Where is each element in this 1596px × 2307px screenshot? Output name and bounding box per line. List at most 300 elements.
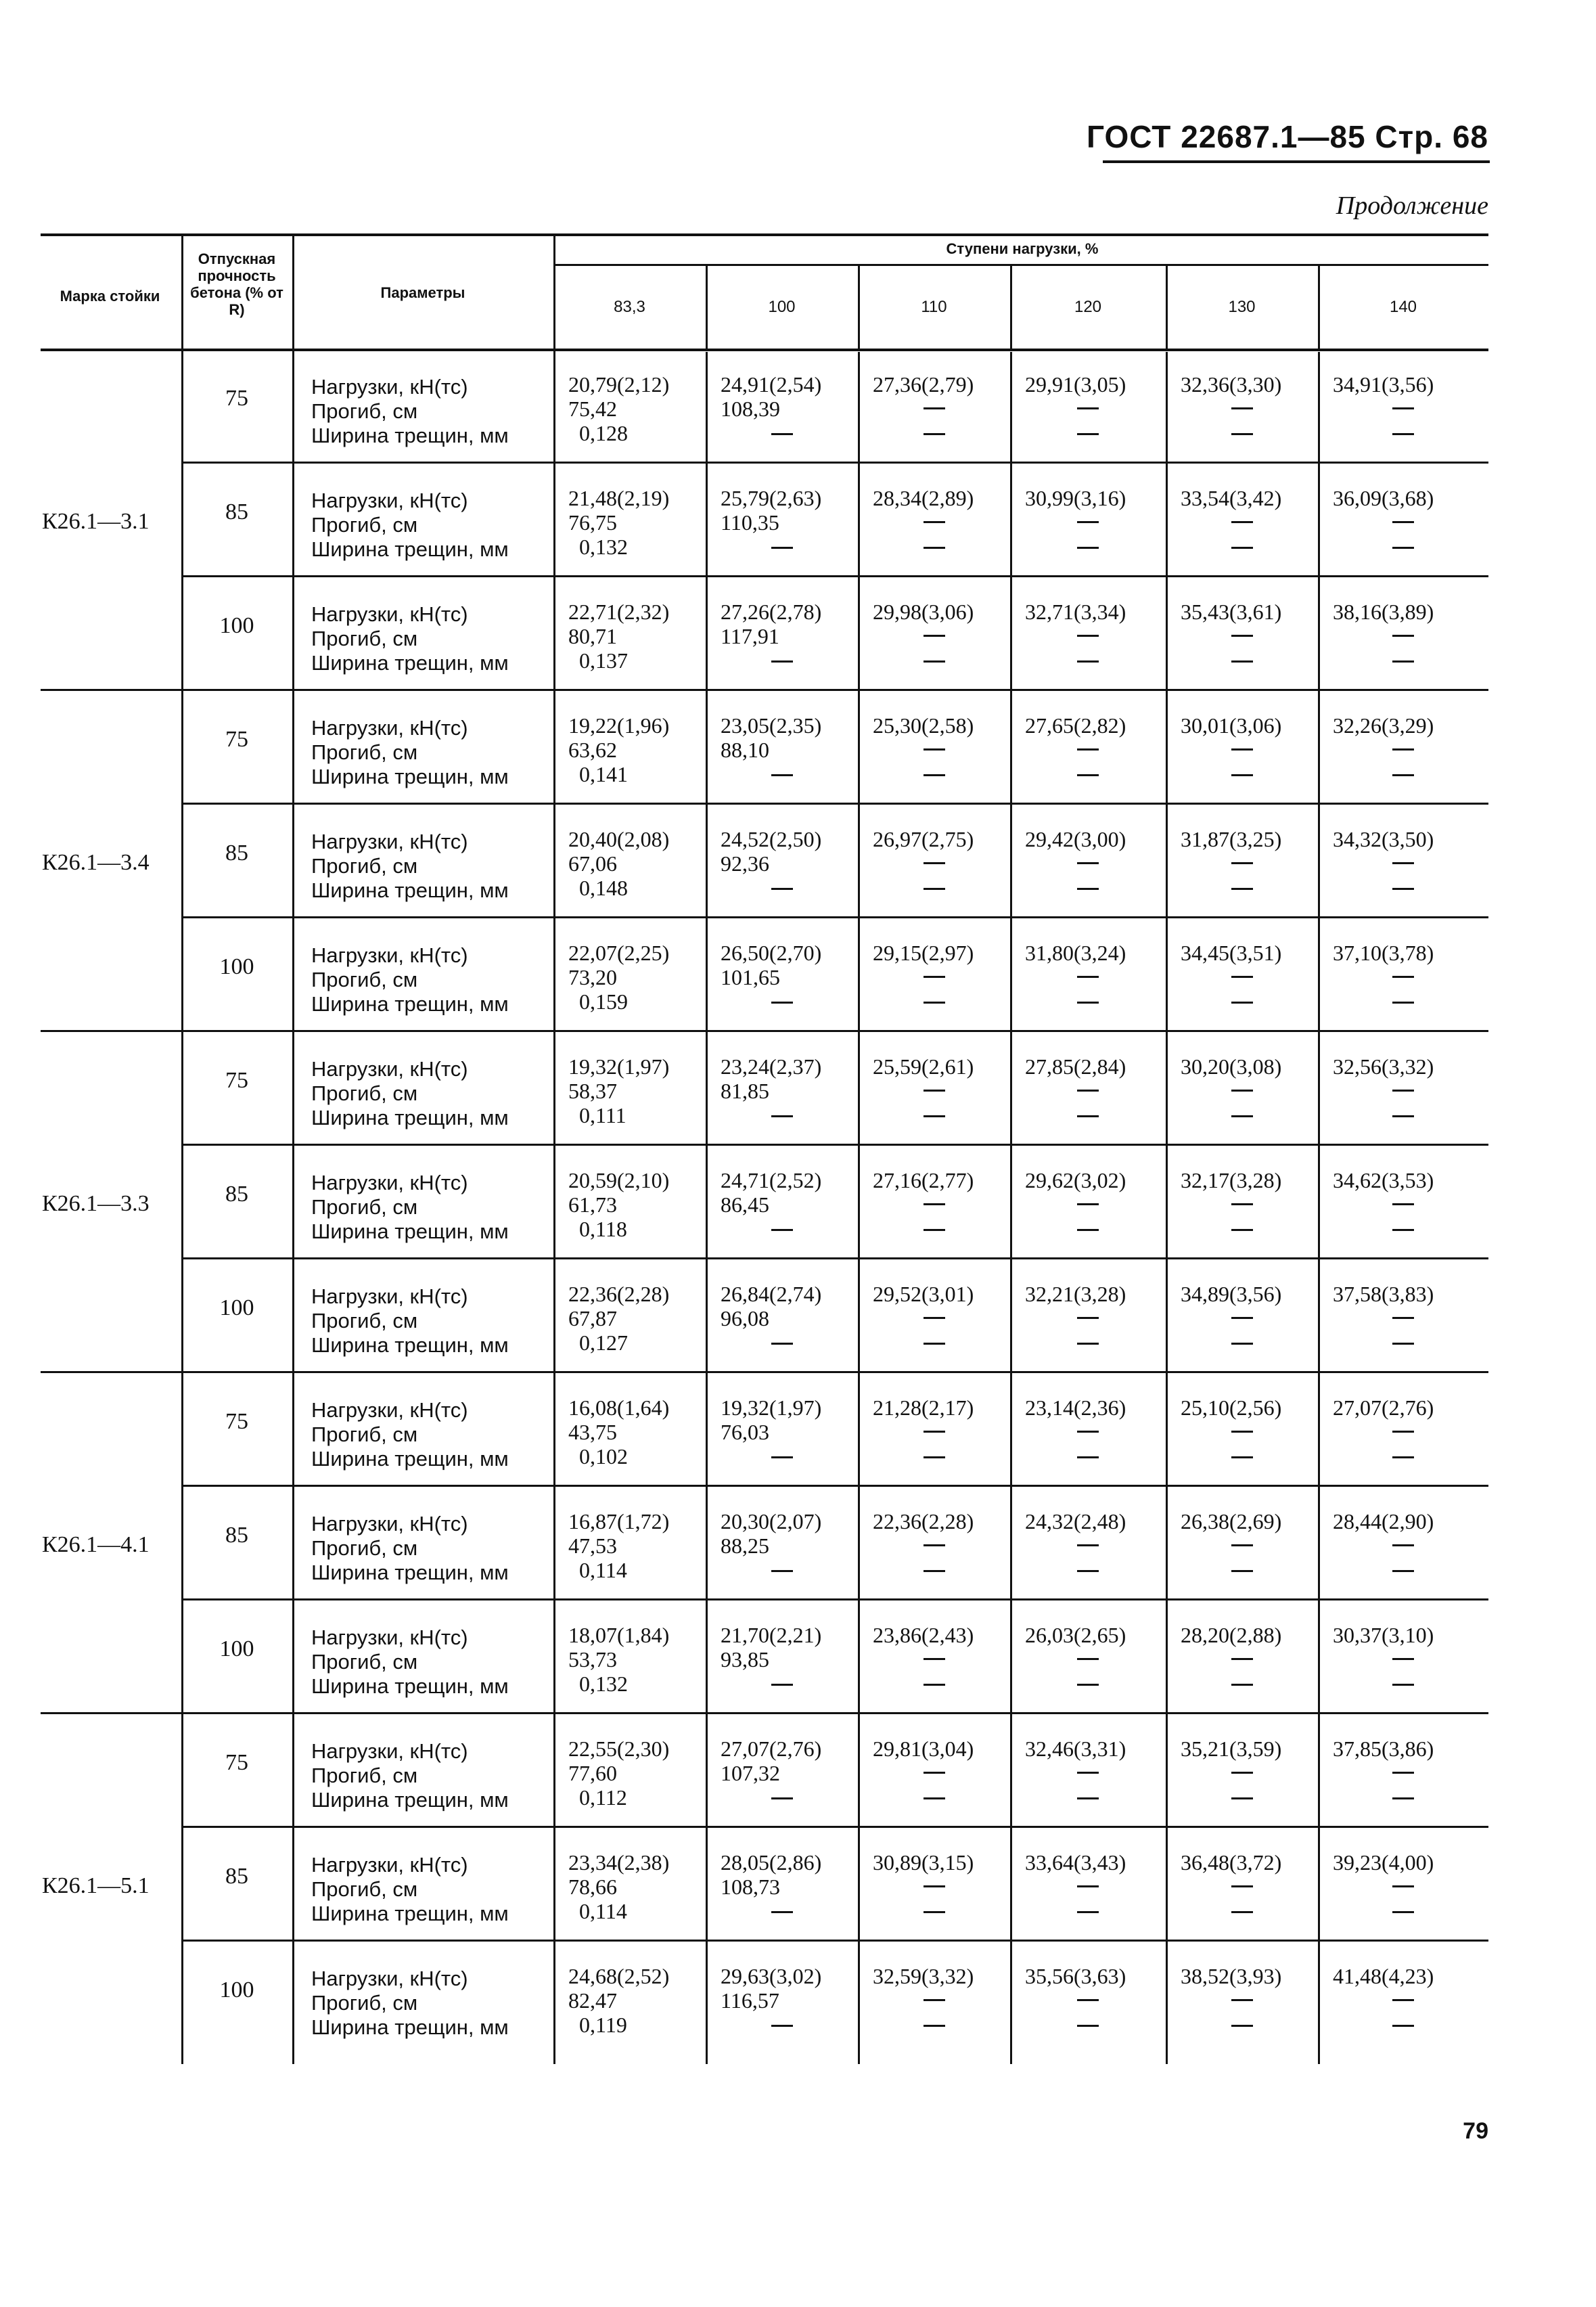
empty-dash [1318, 1203, 1488, 1205]
empty-dash [1166, 1317, 1318, 1319]
load-value: 30,20(3,08) [1181, 1054, 1282, 1079]
param-label: Прогиб, см [311, 1650, 418, 1674]
param-label: Прогиб, см [311, 740, 418, 764]
load-value: 36,48(3,72) [1181, 1850, 1282, 1875]
param-label: Ширина трещин, мм [311, 537, 509, 561]
strength-value: 85 [225, 841, 248, 866]
strength-value: 85 [225, 1523, 248, 1548]
empty-dash [858, 635, 1010, 637]
load-value: 32,21(3,28) [1025, 1282, 1126, 1306]
load-value: 28,20(2,88) [1181, 1623, 1282, 1647]
crack-value: 0,112 [579, 1785, 627, 1810]
strength-value: 85 [225, 499, 248, 524]
crack-value: 0,127 [579, 1330, 628, 1355]
load-value: 36,09(3,68) [1333, 486, 1434, 510]
empty-dash [1166, 547, 1318, 549]
empty-dash [1318, 1002, 1488, 1004]
param-label: Нагрузки, кН(тс) [311, 716, 468, 740]
load-value: 32,71(3,34) [1025, 600, 1126, 624]
param-label: Ширина трещин, мм [311, 1674, 509, 1698]
param-label: Прогиб, см [311, 854, 418, 878]
strength-value: 75 [225, 1750, 248, 1775]
load-value: 30,89(3,15) [873, 1850, 974, 1875]
load-value: 18,07(1,84) [568, 1623, 670, 1647]
load-value: 37,85(3,86) [1333, 1737, 1434, 1761]
row-separator [181, 1712, 1488, 1714]
empty-dash [858, 547, 1010, 549]
load-value: 29,98(3,06) [873, 600, 974, 624]
empty-dash [1318, 748, 1488, 751]
load-value: 25,59(2,61) [873, 1054, 974, 1079]
empty-dash [858, 1911, 1010, 1913]
crack-value: 0,118 [579, 1217, 627, 1241]
empty-dash [1166, 1885, 1318, 1887]
param-label: Ширина трещин, мм [311, 1333, 509, 1357]
deflection-value: 58,37 [568, 1079, 617, 1103]
load-value: 37,10(3,78) [1333, 941, 1434, 965]
empty-dash [1166, 774, 1318, 776]
row-separator [181, 916, 1488, 918]
strength-value: 85 [225, 1182, 248, 1207]
document-header: ГОСТ 22687.1—85 Стр. 68 [1086, 119, 1488, 154]
mark-label: К26.1—5.1 [42, 1873, 150, 1898]
group-separator [41, 1712, 181, 1714]
empty-dash [1010, 888, 1166, 890]
empty-dash [1166, 976, 1318, 978]
column-divider [553, 233, 555, 2064]
load-value: 32,17(3,28) [1181, 1168, 1282, 1192]
param-label: Нагрузки, кН(тс) [311, 1739, 468, 1763]
mark-label: К26.1—3.3 [42, 1191, 150, 1216]
crack-value: 0,128 [579, 421, 628, 445]
param-label: Прогиб, см [311, 1536, 418, 1560]
load-value: 22,36(2,28) [873, 1509, 974, 1533]
crack-value: 0,132 [579, 535, 628, 559]
load-value: 27,85(2,84) [1025, 1054, 1126, 1079]
crack-value: 0,137 [579, 648, 628, 673]
empty-dash [1166, 1684, 1318, 1686]
row-separator [181, 1826, 1488, 1828]
param-label: Нагрузки, кН(тс) [311, 1512, 468, 1536]
strength-column-header: Отпускная прочность бетона (% от R) [190, 250, 283, 318]
empty-dash [1010, 433, 1166, 435]
param-label: Ширина трещин, мм [311, 992, 509, 1016]
mark-label: К26.1—3.4 [42, 850, 150, 875]
load-value: 24,91(2,54) [721, 372, 822, 397]
deflection-value: 101,65 [721, 965, 780, 989]
load-value: 31,87(3,25) [1181, 827, 1282, 851]
empty-dash [1318, 1456, 1488, 1458]
group-separator [41, 1371, 181, 1373]
crack-value: 0,141 [579, 762, 628, 786]
header-bottom-rule [41, 349, 1488, 351]
step-header-4: 130 [1228, 298, 1256, 316]
load-value: 23,34(2,38) [568, 1850, 670, 1875]
load-value: 20,30(2,07) [721, 1509, 822, 1533]
crack-value: 0,159 [579, 989, 628, 1014]
deflection-value: 107,32 [721, 1761, 780, 1785]
load-value: 32,56(3,32) [1333, 1054, 1434, 1079]
step-divider [1318, 352, 1320, 2064]
param-label: Прогиб, см [311, 513, 418, 537]
load-value: 35,21(3,59) [1181, 1737, 1282, 1761]
load-value: 26,84(2,74) [721, 1282, 822, 1306]
param-label: Прогиб, см [311, 1423, 418, 1446]
empty-dash [858, 774, 1010, 776]
strength-value: 75 [225, 386, 248, 411]
load-value: 20,59(2,10) [568, 1168, 670, 1192]
empty-dash [858, 1115, 1010, 1117]
crack-value: 0,119 [579, 2013, 627, 2037]
load-value: 20,79(2,12) [568, 372, 670, 397]
load-value: 37,58(3,83) [1333, 1282, 1434, 1306]
load-value: 38,16(3,89) [1333, 600, 1434, 624]
empty-dash [858, 407, 1010, 409]
load-value: 30,37(3,10) [1333, 1623, 1434, 1647]
deflection-value: 108,39 [721, 397, 780, 421]
empty-dash [706, 2025, 858, 2027]
empty-dash [1166, 1797, 1318, 1799]
deflection-value: 67,06 [568, 851, 617, 876]
load-value: 20,40(2,08) [568, 827, 670, 851]
param-label: Прогиб, см [311, 1195, 418, 1219]
load-value: 23,14(2,36) [1025, 1395, 1126, 1420]
empty-dash [1166, 1570, 1318, 1572]
load-value: 35,56(3,63) [1025, 1964, 1126, 1988]
load-value: 33,54(3,42) [1181, 486, 1282, 510]
param-label: Ширина трещин, мм [311, 878, 509, 902]
load-value: 30,01(3,06) [1181, 713, 1282, 738]
empty-dash [1166, 1456, 1318, 1458]
deflection-value: 80,71 [568, 624, 617, 648]
empty-dash [706, 433, 858, 435]
empty-dash [706, 1911, 858, 1913]
param-label: Нагрузки, кН(тс) [311, 830, 468, 853]
param-label: Нагрузки, кН(тс) [311, 1284, 468, 1308]
load-value: 23,86(2,43) [873, 1623, 974, 1647]
empty-dash [1318, 521, 1488, 523]
empty-dash [1318, 1115, 1488, 1117]
step-header-5: 140 [1389, 298, 1417, 316]
params-column-header: Параметры [380, 284, 465, 301]
param-label: Ширина трещин, мм [311, 1902, 509, 1925]
empty-dash [1166, 1229, 1318, 1231]
empty-dash [1318, 1544, 1488, 1546]
row-separator [181, 1598, 1488, 1600]
empty-dash [706, 774, 858, 776]
load-value: 41,48(4,23) [1333, 1964, 1434, 1988]
empty-dash [1010, 660, 1166, 663]
empty-dash [1010, 2025, 1166, 2027]
row-separator [181, 462, 1488, 464]
load-value: 29,63(3,02) [721, 1964, 822, 1988]
param-label: Нагрузки, кН(тс) [311, 375, 468, 399]
load-value: 29,15(2,97) [873, 941, 974, 965]
load-value: 28,34(2,89) [873, 486, 974, 510]
empty-dash [1010, 976, 1166, 978]
empty-dash [1318, 407, 1488, 409]
empty-dash [1166, 1343, 1318, 1345]
empty-dash [1318, 1911, 1488, 1913]
crack-value: 0,114 [579, 1899, 627, 1923]
strength-value: 75 [225, 1068, 248, 1093]
load-value: 39,23(4,00) [1333, 1850, 1434, 1875]
param-label: Прогиб, см [311, 1764, 418, 1787]
load-value: 24,71(2,52) [721, 1168, 822, 1192]
empty-dash [1166, 1203, 1318, 1205]
empty-dash [1010, 1544, 1166, 1546]
strength-value: 100 [219, 1977, 254, 2002]
empty-dash [706, 1115, 858, 1117]
empty-dash [858, 433, 1010, 435]
load-value: 34,89(3,56) [1181, 1282, 1282, 1306]
param-label: Ширина трещин, мм [311, 424, 509, 447]
deflection-value: 77,60 [568, 1761, 617, 1785]
empty-dash [1318, 433, 1488, 435]
empty-dash [858, 1772, 1010, 1774]
deflection-value: 110,35 [721, 510, 779, 535]
strength-value: 75 [225, 1409, 248, 1434]
row-separator [181, 1940, 1488, 1942]
load-value: 22,55(2,30) [568, 1737, 670, 1761]
empty-dash [1166, 1999, 1318, 2001]
load-value: 24,52(2,50) [721, 827, 822, 851]
load-value: 26,03(2,65) [1025, 1623, 1126, 1647]
empty-dash [1010, 635, 1166, 637]
param-label: Нагрузки, кН(тс) [311, 1967, 468, 1990]
param-label: Прогиб, см [311, 968, 418, 991]
deflection-value: 78,66 [568, 1875, 617, 1899]
param-label: Ширина трещин, мм [311, 651, 509, 675]
load-value: 31,80(3,24) [1025, 941, 1126, 965]
empty-dash [1010, 1431, 1166, 1433]
empty-dash [858, 521, 1010, 523]
empty-dash [1166, 1090, 1318, 1092]
load-value: 27,36(2,79) [873, 372, 974, 397]
row-separator [181, 575, 1488, 577]
empty-dash [858, 862, 1010, 864]
empty-dash [858, 1343, 1010, 1345]
row-separator [181, 1144, 1488, 1146]
param-label: Нагрузки, кН(тс) [311, 1626, 468, 1649]
empty-dash [706, 888, 858, 890]
page-number: 79 [1463, 2118, 1488, 2144]
empty-dash [858, 748, 1010, 751]
empty-dash [1318, 1431, 1488, 1433]
param-label: Нагрузки, кН(тс) [311, 1398, 468, 1422]
deflection-value: 81,85 [721, 1079, 769, 1103]
strength-value: 100 [219, 1295, 254, 1320]
empty-dash [1010, 1456, 1166, 1458]
param-label: Ширина трещин, мм [311, 1219, 509, 1243]
load-value: 29,52(3,01) [873, 1282, 974, 1306]
mark-label: К26.1—4.1 [42, 1532, 150, 1557]
empty-dash [858, 1885, 1010, 1887]
empty-dash [1318, 1885, 1488, 1887]
empty-dash [1010, 1343, 1166, 1345]
empty-dash [1166, 407, 1318, 409]
param-label: Нагрузки, кН(тс) [311, 1171, 468, 1194]
load-value: 35,43(3,61) [1181, 600, 1282, 624]
empty-dash [1166, 1772, 1318, 1774]
strength-value: 100 [219, 954, 254, 979]
deflection-value: 76,03 [721, 1420, 769, 1444]
strength-value: 100 [219, 1636, 254, 1661]
load-value: 34,91(3,56) [1333, 372, 1434, 397]
load-value: 34,45(3,51) [1181, 941, 1282, 965]
column-divider [292, 233, 294, 2064]
empty-dash [1166, 1115, 1318, 1117]
empty-dash [1318, 1090, 1488, 1092]
empty-dash [1318, 862, 1488, 864]
load-value: 30,99(3,16) [1025, 486, 1126, 510]
load-value: 16,08(1,64) [568, 1395, 670, 1420]
param-label: Ширина трещин, мм [311, 1447, 509, 1471]
row-separator [181, 1030, 1488, 1032]
empty-dash [858, 1317, 1010, 1319]
load-value: 27,65(2,82) [1025, 713, 1126, 738]
load-value: 19,32(1,97) [568, 1054, 670, 1079]
deflection-value: 61,73 [568, 1192, 617, 1217]
param-label: Нагрузки, кН(тс) [311, 602, 468, 626]
crack-value: 0,132 [579, 1672, 628, 1696]
param-label: Ширина трещин, мм [311, 765, 509, 788]
empty-dash [706, 1797, 858, 1799]
load-value: 27,26(2,78) [721, 600, 822, 624]
empty-dash [1010, 1317, 1166, 1319]
row-separator [181, 1371, 1488, 1373]
empty-dash [1166, 1911, 1318, 1913]
empty-dash [1010, 1203, 1166, 1205]
empty-dash [1010, 547, 1166, 549]
deflection-value: 108,73 [721, 1875, 780, 1899]
empty-dash [1166, 521, 1318, 523]
row-separator [181, 689, 1488, 691]
load-value: 26,97(2,75) [873, 827, 974, 851]
empty-dash [1318, 774, 1488, 776]
deflection-value: 88,25 [721, 1533, 769, 1558]
strength-value: 85 [225, 1864, 248, 1889]
empty-dash [1010, 1229, 1166, 1231]
empty-dash [1166, 862, 1318, 864]
empty-dash [1318, 1797, 1488, 1799]
load-value: 29,62(3,02) [1025, 1168, 1126, 1192]
step-header-3: 120 [1074, 298, 1102, 316]
param-label: Прогиб, см [311, 1081, 418, 1105]
steps-header-rule [553, 264, 1488, 266]
crack-value: 0,111 [579, 1103, 626, 1127]
empty-dash [1166, 1002, 1318, 1004]
steps-title-header: Ступени нагрузки, % [946, 240, 1099, 257]
empty-dash [858, 1203, 1010, 1205]
step-divider [1166, 352, 1168, 2064]
empty-dash [1010, 407, 1166, 409]
group-separator [41, 1030, 181, 1032]
empty-dash [858, 888, 1010, 890]
load-value: 27,07(2,76) [721, 1737, 822, 1761]
param-label: Нагрузки, кН(тс) [311, 489, 468, 512]
param-label: Ширина трещин, мм [311, 2015, 509, 2039]
strength-value: 75 [225, 727, 248, 752]
row-separator [181, 1485, 1488, 1487]
empty-dash [706, 1229, 858, 1231]
deflection-value: 47,53 [568, 1533, 617, 1558]
empty-dash [858, 976, 1010, 978]
empty-dash [1010, 1885, 1166, 1887]
load-value: 26,38(2,69) [1181, 1509, 1282, 1533]
load-value: 38,52(3,93) [1181, 1964, 1282, 1988]
param-label: Нагрузки, кН(тс) [311, 943, 468, 967]
empty-dash [858, 1431, 1010, 1433]
empty-dash [1010, 1684, 1166, 1686]
load-value: 27,16(2,77) [873, 1168, 974, 1192]
load-value: 22,36(2,28) [568, 1282, 670, 1306]
load-value: 34,32(3,50) [1333, 827, 1434, 851]
empty-dash [1318, 888, 1488, 890]
empty-dash [1010, 1911, 1166, 1913]
load-value: 23,05(2,35) [721, 713, 822, 738]
deflection-value: 96,08 [721, 1306, 769, 1330]
load-value: 32,36(3,30) [1181, 372, 1282, 397]
empty-dash [706, 547, 858, 549]
load-value: 34,62(3,53) [1333, 1168, 1434, 1192]
empty-dash [858, 1658, 1010, 1660]
load-value: 24,68(2,52) [568, 1964, 670, 1988]
deflection-value: 43,75 [568, 1420, 617, 1444]
param-label: Прогиб, см [311, 1991, 418, 2015]
load-value: 27,07(2,76) [1333, 1395, 1434, 1420]
row-separator [181, 803, 1488, 805]
empty-dash [706, 1684, 858, 1686]
deflection-value: 86,45 [721, 1192, 769, 1217]
empty-dash [1318, 1343, 1488, 1345]
empty-dash [1010, 1002, 1166, 1004]
crack-value: 0,102 [579, 1444, 628, 1469]
empty-dash [1318, 1317, 1488, 1319]
deflection-value: 92,36 [721, 851, 769, 876]
deflection-value: 73,20 [568, 965, 617, 989]
load-value: 21,48(2,19) [568, 486, 670, 510]
deflection-value: 117,91 [721, 624, 779, 648]
empty-dash [706, 1002, 858, 1004]
empty-dash [858, 1456, 1010, 1458]
step-divider [1010, 352, 1012, 2064]
empty-dash [1166, 635, 1318, 637]
empty-dash [858, 1999, 1010, 2001]
deflection-value: 63,62 [568, 738, 617, 762]
empty-dash [858, 1684, 1010, 1686]
load-value: 22,07(2,25) [568, 941, 670, 965]
empty-dash [706, 1570, 858, 1572]
empty-dash [1166, 748, 1318, 751]
param-label: Нагрузки, кН(тс) [311, 1057, 468, 1081]
empty-dash [1010, 1115, 1166, 1117]
mark-label: К26.1—3.1 [42, 509, 150, 534]
load-value: 25,10(2,56) [1181, 1395, 1282, 1420]
row-separator [181, 1257, 1488, 1259]
empty-dash [1166, 2025, 1318, 2027]
continuation-label: Продолжение [1336, 192, 1488, 220]
empty-dash [1318, 547, 1488, 549]
load-value: 22,71(2,32) [568, 600, 670, 624]
strength-value: 100 [219, 613, 254, 638]
empty-dash [1166, 1544, 1318, 1546]
empty-dash [1166, 888, 1318, 890]
load-value: 21,28(2,17) [873, 1395, 974, 1420]
empty-dash [1318, 976, 1488, 978]
deflection-value: 75,42 [568, 397, 617, 421]
deflection-value: 82,47 [568, 1988, 617, 2013]
